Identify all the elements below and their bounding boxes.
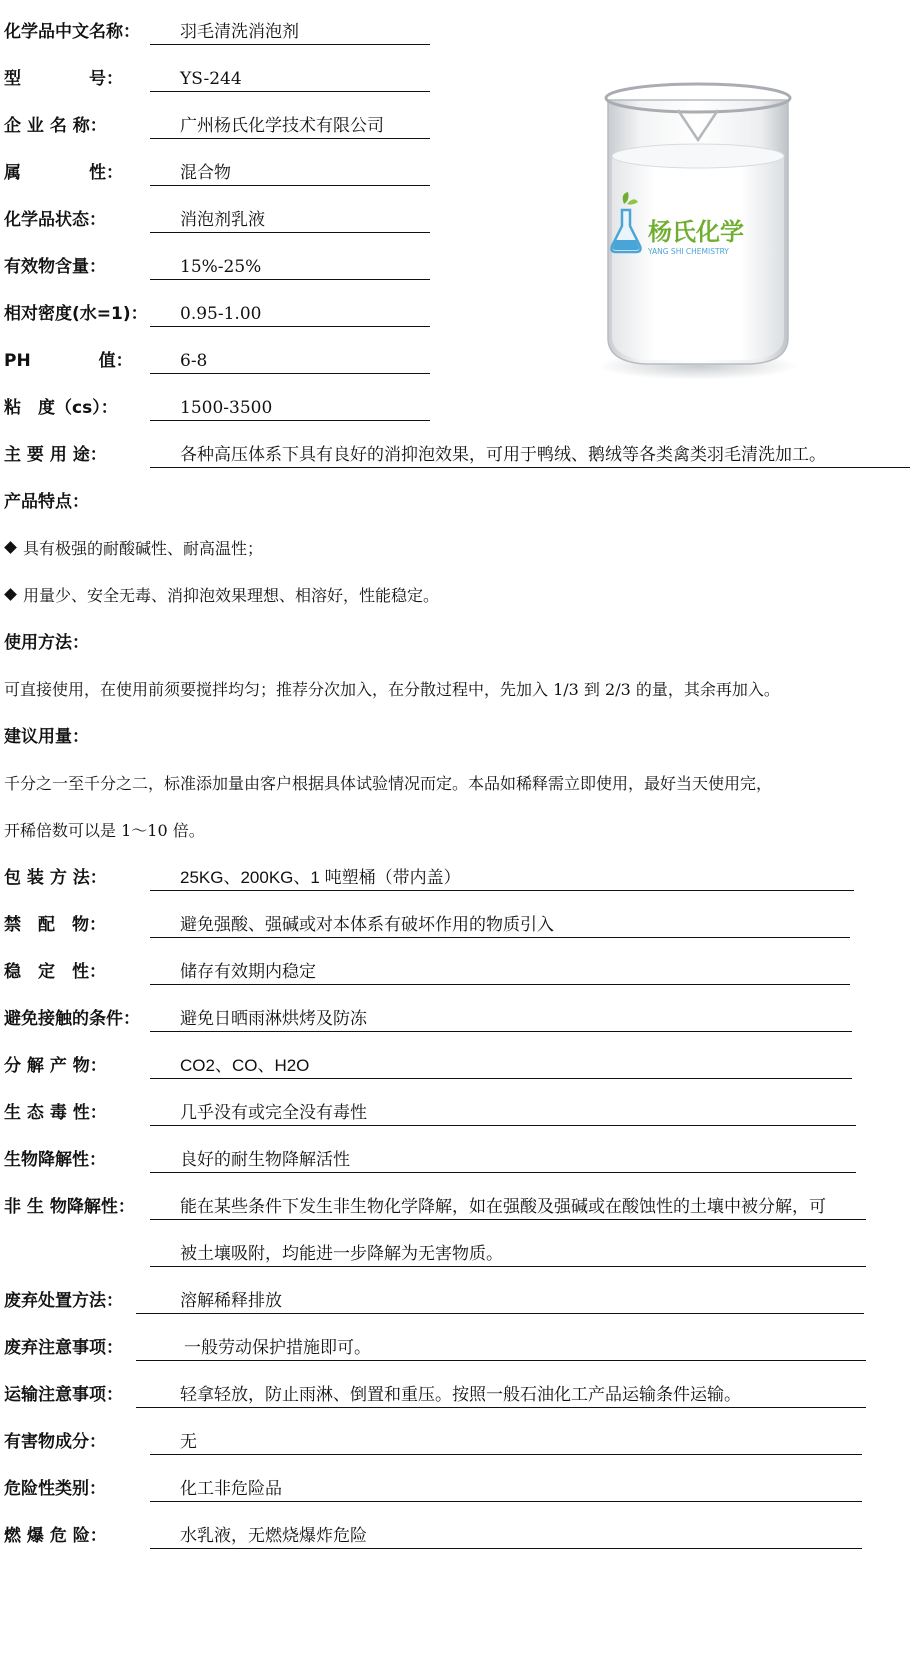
field-ecotoxicity [4, 1101, 914, 1125]
field-value-line [150, 1195, 866, 1220]
feature-text: 用量少、安全无毒、消抑泡效果理想、相溶好，性能稳定。 [23, 586, 440, 605]
field-abiotic-degradation-cont [4, 1242, 914, 1266]
field-value: 良好的耐生物降解活性 [180, 1150, 350, 1170]
usage-text: 可直接使用，在使用前须要搅拌均匀；推荐分次加入，在分散过程中，先加入 1/3 到 2/3 的量，其余再加入。 [4, 680, 780, 699]
field-label: 粘 度（cs）： [4, 398, 118, 418]
field-value-line [150, 960, 850, 985]
field-packaging [4, 866, 914, 890]
field-value: 6-8 [180, 351, 208, 371]
field-value-line [150, 1477, 862, 1502]
field-stability [4, 960, 914, 984]
dosage-text-line2: 开稀倍数可以是 1～10 倍。 [4, 821, 205, 840]
field-label: 型 号： [4, 69, 123, 89]
field-label: 化学品状态： [4, 210, 106, 230]
field-value: 避免日晒雨淋烘烤及防冻 [180, 1009, 367, 1029]
field-label: 企 业 名 称： [4, 116, 107, 136]
field-label: 稳 定 性： [4, 962, 106, 982]
field-label: 避免接触的条件： [4, 1009, 140, 1029]
field-value-line [150, 67, 430, 92]
field-label: 化学品中文名称： [4, 22, 140, 42]
field-disposal-notes [4, 1336, 914, 1360]
diamond-bullet-icon [4, 588, 17, 601]
field-label: 运输注意事项： [4, 1385, 123, 1405]
field-value: 能在某些条件下发生非生物化学降解，如在强酸及强碱或在酸蚀性的土壤中被分解，可 [180, 1197, 826, 1217]
field-value: 1500-3500 [180, 398, 273, 418]
field-value: 被土壤吸附，均能进一步降解为无害物质。 [180, 1244, 503, 1264]
field-value: 一般劳动保护措施即可。 [184, 1338, 371, 1358]
field-value: 15%-25% [180, 257, 262, 277]
field-value: 25KG、200KG、1 吨塑桶（带内盖） [180, 868, 461, 887]
field-value-line [150, 866, 854, 891]
field-value-line [150, 20, 430, 45]
field-value-line [150, 1007, 852, 1032]
field-value-line [150, 1054, 852, 1079]
field-active-content [4, 255, 428, 279]
field-hazard-class [4, 1477, 914, 1501]
field-label: 相对密度(水=1)： [4, 304, 148, 324]
field-value-line [150, 1148, 856, 1173]
features-heading: 产品特点： [4, 492, 89, 512]
field-value: 消泡剂乳液 [180, 210, 265, 230]
field-label: 废弃注意事项： [4, 1338, 123, 1358]
field-value: 轻拿轻放，防止雨淋、倒置和重压。按照一般石油化工产品运输条件运输。 [180, 1385, 741, 1405]
field-chemical-name [4, 20, 428, 44]
field-explosion-hazard [4, 1524, 914, 1548]
field-value-line [150, 1101, 856, 1126]
feature-item [4, 584, 439, 608]
field-density [4, 302, 428, 326]
field-model [4, 67, 428, 91]
field-ph [4, 349, 428, 373]
field-value-line [136, 1383, 866, 1408]
field-label: 非 生 物降解性： [4, 1197, 135, 1217]
field-value-line [150, 913, 850, 938]
field-value-line [150, 161, 430, 186]
field-label: 主 要 用 途： [4, 445, 107, 465]
field-disposal [4, 1289, 914, 1313]
logo-en: YANG SHI CHEMISTRY [648, 247, 729, 256]
field-value: 溶解稀释排放 [180, 1291, 282, 1311]
field-label: 生物降解性： [4, 1150, 106, 1170]
field-value: 无 [180, 1432, 197, 1452]
field-value-line [136, 1336, 866, 1361]
field-state [4, 208, 428, 232]
field-transport-notes [4, 1383, 914, 1407]
field-avoid-conditions [4, 1007, 914, 1031]
field-decomposition [4, 1054, 914, 1078]
field-value: 水乳液，无燃烧爆炸危险 [180, 1526, 367, 1546]
field-label: 包 装 方 法： [4, 868, 107, 888]
field-main-use [4, 443, 914, 467]
field-value-line [150, 1430, 862, 1455]
field-label: 有害物成分： [4, 1432, 106, 1452]
field-company [4, 114, 428, 138]
field-label: 危险性类别： [4, 1479, 106, 1499]
field-value-line [150, 1524, 862, 1549]
field-label: 生 态 毒 性： [4, 1103, 107, 1123]
field-label: 燃 爆 危 险： [4, 1526, 107, 1546]
diamond-bullet-icon [4, 541, 17, 554]
field-value: 广州杨氏化学技术有限公司 [180, 116, 384, 136]
field-property [4, 161, 428, 185]
field-value: 储存有效期内稳定 [180, 962, 316, 982]
field-value: 羽毛清洗消泡剂 [180, 22, 299, 42]
field-value: CO2、CO、H2O [180, 1056, 310, 1075]
field-value: 化工非危险品 [180, 1479, 282, 1499]
field-value: 几乎没有或完全没有毒性 [180, 1103, 367, 1123]
field-label: 禁 配 物： [4, 915, 106, 935]
field-label: 属 性： [4, 163, 123, 183]
field-value-line [150, 443, 910, 468]
logo-cn: 杨氏化学 [648, 218, 744, 246]
field-value: 0.95-1.00 [180, 304, 262, 324]
field-viscosity [4, 396, 428, 420]
field-value: YS-244 [180, 69, 242, 89]
field-abiotic-degradation [4, 1195, 914, 1219]
field-value-line [150, 208, 430, 233]
feature-text: 具有极强的耐酸碱性、耐高温性； [23, 539, 264, 558]
product-beaker-image [586, 70, 810, 386]
field-value-line [150, 1242, 866, 1267]
field-value: 避免强酸、强碱或对本体系有破坏作用的物质引入 [180, 915, 554, 935]
feature-item [4, 537, 263, 561]
field-label: 分 解 产 物： [4, 1056, 107, 1076]
field-label: PH 值： [4, 351, 133, 371]
field-value-line [150, 114, 430, 139]
field-biodegradability [4, 1148, 914, 1172]
field-value-line [150, 396, 430, 421]
field-value-line [136, 1289, 864, 1314]
field-incompatible [4, 913, 914, 937]
field-label: 有效物含量： [4, 257, 106, 277]
field-label: 废弃处置方法： [4, 1291, 123, 1311]
dosage-heading: 建议用量： [4, 727, 89, 747]
usage-heading: 使用方法： [4, 633, 89, 653]
field-hazardous-components [4, 1430, 914, 1454]
field-value-line [150, 302, 430, 327]
field-value-line [150, 255, 430, 280]
field-value: 各种高压体系下具有良好的消抑泡效果，可用于鸭绒、鹅绒等各类禽类羽毛清洗加工。 [180, 445, 826, 465]
field-value-line [150, 349, 430, 374]
field-value: 混合物 [180, 163, 231, 183]
dosage-text-line1: 千分之一至千分之二，标准添加量由客户根据具体试验情况而定。本品如稀释需立即使用，最好当天使用完， [4, 774, 773, 793]
